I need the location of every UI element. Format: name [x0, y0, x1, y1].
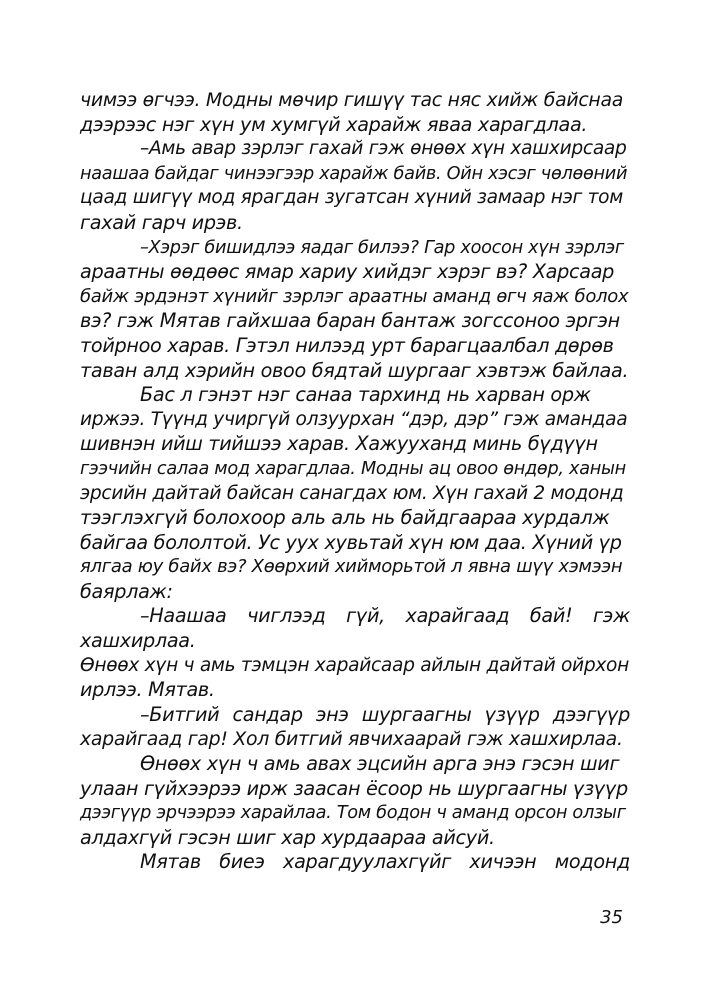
- text-line: гээчийн салаа мод харагдлаа. Модны ац овоо өндөр, ханын: [80, 458, 626, 479]
- text-line: шивнэн ийш тийшээ харав. Хажууханд минь бүдүүн: [80, 432, 598, 456]
- text-line: таван алд хэрийн овоо бядтай шургааг хэвтэж байлаа.: [80, 358, 629, 382]
- text-line: ялгаа юу байх вэ? Хөөрхий хийморьтой л явна шүү хэмээн: [80, 556, 623, 578]
- text-line: тээглэхгүй болохоор аль аль нь байдгаараа хурдалж: [80, 506, 610, 530]
- text-line: алдахгүй гэсэн шиг хар хурдаараа айсуй.: [80, 825, 495, 849]
- text-line: дээрээс нэг хүн ум хумгүй харайж яваа харагдлаа.: [80, 112, 588, 136]
- text-line: –Наашаа чиглээд гүй, харайгаад бай! гэж: [140, 604, 630, 628]
- text-line: гахай гарч ирэв.: [80, 210, 243, 234]
- text-line: харайгаад гар! Хол битгий явчихаарай гэж хашхирлаа.: [80, 728, 623, 751]
- text-line: баярлаж:: [80, 579, 173, 603]
- text-line: –Хэрэг бишидлээ яадаг билээ? Гар хоосон хүн зэрлэг: [140, 237, 624, 258]
- text-line: иржээ. Түүнд учиргүй олзуурхан “дэр, дэр” гэж амандаа: [80, 408, 628, 430]
- body-text: [80, 88, 630, 875]
- text-line: Өнөөх хүн ч амь тэмцэн харайсаар айлын дайтай ойрхон: [80, 654, 629, 676]
- page-number: 35: [600, 907, 623, 928]
- text-line: тойрноо харав. Гэтэл нилээд урт барагцаалбал дөрөв: [80, 333, 614, 357]
- text-line: цаад шигүү мод ярагдан зугатсан хүний замаар нэг том: [80, 187, 623, 209]
- text-line: ирлээ. Мятав.: [80, 678, 215, 702]
- text-line: наашаа байдаг чинээгээр харайж байв. Ойн хэсэг чөлөөний: [80, 163, 628, 184]
- text-line: байж эрдэнэт хүнийг зэрлэг араатны аманд өгч яаж болох: [80, 285, 629, 307]
- text-line: хашхирлаа.: [80, 629, 196, 653]
- text-line: чимээ өгчээ. Модны мөчир гишүү тас няс хийж байснаа: [80, 89, 624, 111]
- text-line: вэ? гэж Мятав гайхшаа баран бантаж зогссоноо эргэн: [80, 309, 620, 333]
- text-line: Бас л гэнэт нэг санаа тархинд нь харван орж: [140, 383, 591, 407]
- text-line: дээгүүр эрчээрээ харайлаа. Том бодон ч аманд орсон олзыг: [80, 803, 626, 824]
- text-line: улаан гүйхээрээ ирж заасан ёсоор нь шургаагны үзүүр: [80, 776, 628, 800]
- text-line: байгаа бололтой. Ус уух хувьтай хүн юм даа. Хүний үр: [80, 530, 622, 554]
- text-line: Өнөөх хүн ч амь авах эцсийн арга энэ гэсэн шиг: [140, 752, 620, 776]
- text-line: –Амь авар зэрлэг гахай гэж өнөөх хүн хашхирсаар: [140, 138, 627, 160]
- text-line: –Битгий сандар энэ шургаагны үзүүр дээгүүр: [140, 702, 630, 726]
- text-line: араатны өөдөөс ямар хариу хийдэг хэрэг вэ? Харсаар: [80, 260, 615, 284]
- text-line: эрсийн дайтай байсан санагдах юм. Хүн гахай 2 модонд: [80, 482, 624, 504]
- text-line: Мятав биеэ харагдуулахгүйг хичээн модонд: [140, 850, 630, 874]
